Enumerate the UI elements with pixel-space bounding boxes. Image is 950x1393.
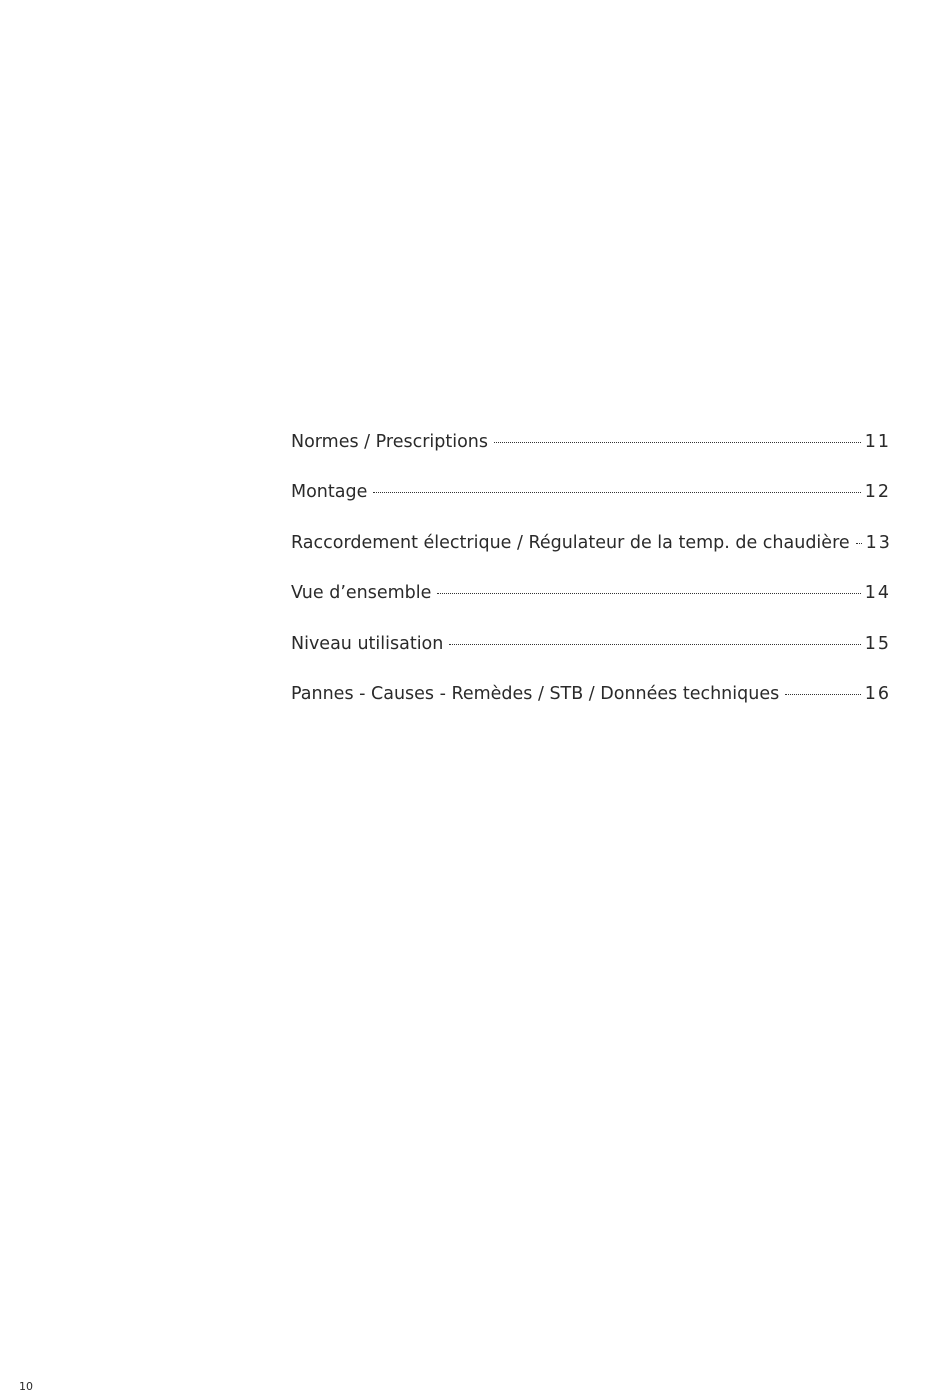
toc-entry-title: Niveau utilisation: [291, 633, 444, 654]
toc-entry[interactable]: [291, 428, 889, 478]
page-number: 10: [19, 1380, 33, 1393]
toc-entry[interactable]: [291, 529, 892, 579]
toc-entry[interactable]: [291, 478, 889, 528]
toc-entry-title: Montage: [291, 482, 368, 503]
toc-entry-page: 16: [864, 683, 891, 704]
toc-entry-title: Pannes - Causes - Remèdes / STB / Données techniques: [291, 683, 780, 704]
dot-leader: [494, 442, 861, 443]
toc-entry[interactable]: [291, 579, 889, 629]
dot-leader: [373, 492, 860, 493]
toc-entry-page: 12: [864, 482, 891, 503]
toc-entry[interactable]: [291, 630, 889, 680]
toc-entry-page: 14: [864, 583, 891, 604]
dot-leader: [856, 543, 862, 544]
toc-entry[interactable]: [291, 680, 889, 730]
toc-entry-page: 13: [865, 532, 892, 553]
toc-entry-title: Normes / Prescriptions: [291, 432, 489, 452]
toc-entry-page: 11: [864, 432, 891, 452]
toc-entry-page: 15: [864, 633, 891, 654]
toc-entry-title: Raccordement électrique / Régulateur de la temp. de chaudière: [291, 532, 850, 553]
dot-leader: [785, 694, 860, 695]
dot-leader: [449, 644, 860, 645]
table-of-contents: [291, 428, 892, 730]
toc-entry-title: Vue d’ensemble: [291, 583, 432, 604]
dot-leader: [437, 593, 860, 594]
